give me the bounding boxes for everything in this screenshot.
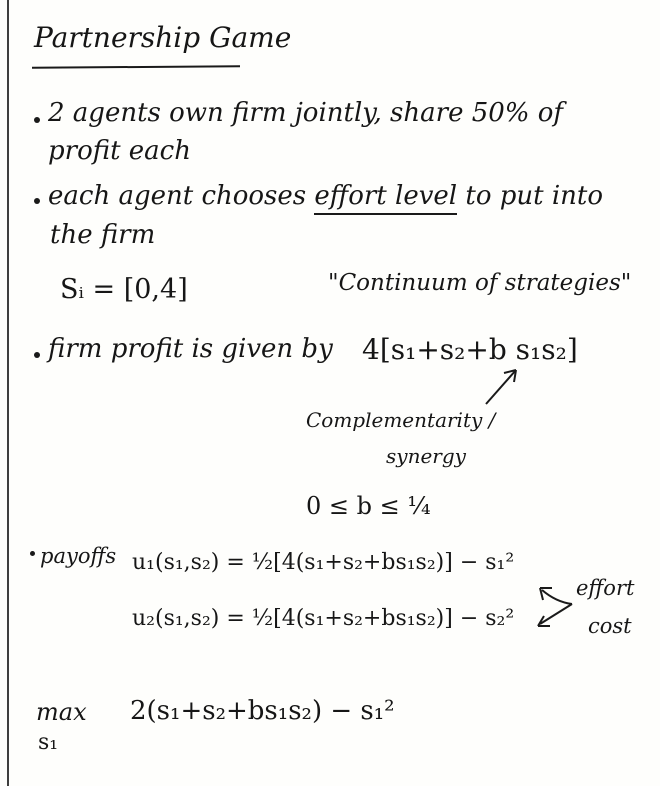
annotation-line-1: Complementarity / xyxy=(306,408,496,432)
effort-arrow-1 xyxy=(542,590,572,604)
effort-label: effort xyxy=(576,576,635,600)
bullet-2-text-post: to put into xyxy=(457,181,604,211)
max-objective: 2(s₁+s₂+bs₁s₂) − s₁² xyxy=(130,696,395,726)
strategy-set: Sᵢ = [0,4] xyxy=(60,274,188,305)
bullet-1-line-2: profit each xyxy=(48,136,191,166)
max-variable: s₁ xyxy=(38,730,59,755)
effort-arrowhead-1 xyxy=(540,588,552,600)
strategy-note: "Continuum of strategies" xyxy=(328,270,632,296)
bullet-dot xyxy=(34,117,40,123)
effort-arrowhead-2 xyxy=(538,616,550,626)
payoffs-label: payoffs xyxy=(40,544,117,568)
margin-line xyxy=(7,0,9,786)
page-title: Partnership Game xyxy=(34,21,292,54)
bullet-1-line-1: 2 agents own firm jointly, share 50% of xyxy=(48,98,564,128)
payoff-u1: u₁(s₁,s₂) = ½[4(s₁+s₂+bs₁s₂)] − s₁² xyxy=(132,550,515,575)
firm-profit-text: firm profit is given by xyxy=(48,334,333,364)
title-underline xyxy=(32,65,240,68)
effort-arrow-2 xyxy=(540,604,572,624)
effort-level-emphasis: effort level xyxy=(314,181,457,215)
bullet-2-line-2: the firm xyxy=(50,220,156,250)
synergy-arrow xyxy=(486,370,516,404)
cost-label: cost xyxy=(588,614,632,638)
bullet-dot xyxy=(30,551,35,556)
payoff-u2: u₂(s₁,s₂) = ½[4(s₁+s₂+bs₁s₂)] − s₂² xyxy=(132,606,515,631)
max-operator: max xyxy=(36,698,87,726)
constraint: 0 ≤ b ≤ ¼ xyxy=(306,492,431,520)
synergy-arrowhead xyxy=(504,370,516,382)
bullet-dot xyxy=(34,352,40,358)
bullet-dot xyxy=(34,198,40,204)
bullet-2-line-1 xyxy=(48,183,603,209)
firm-profit-expression: 4[s₁+s₂+b s₁s₂] xyxy=(362,333,578,366)
bullet-2-text-pre: each agent chooses xyxy=(48,181,315,211)
annotation-line-2: synergy xyxy=(386,444,466,468)
